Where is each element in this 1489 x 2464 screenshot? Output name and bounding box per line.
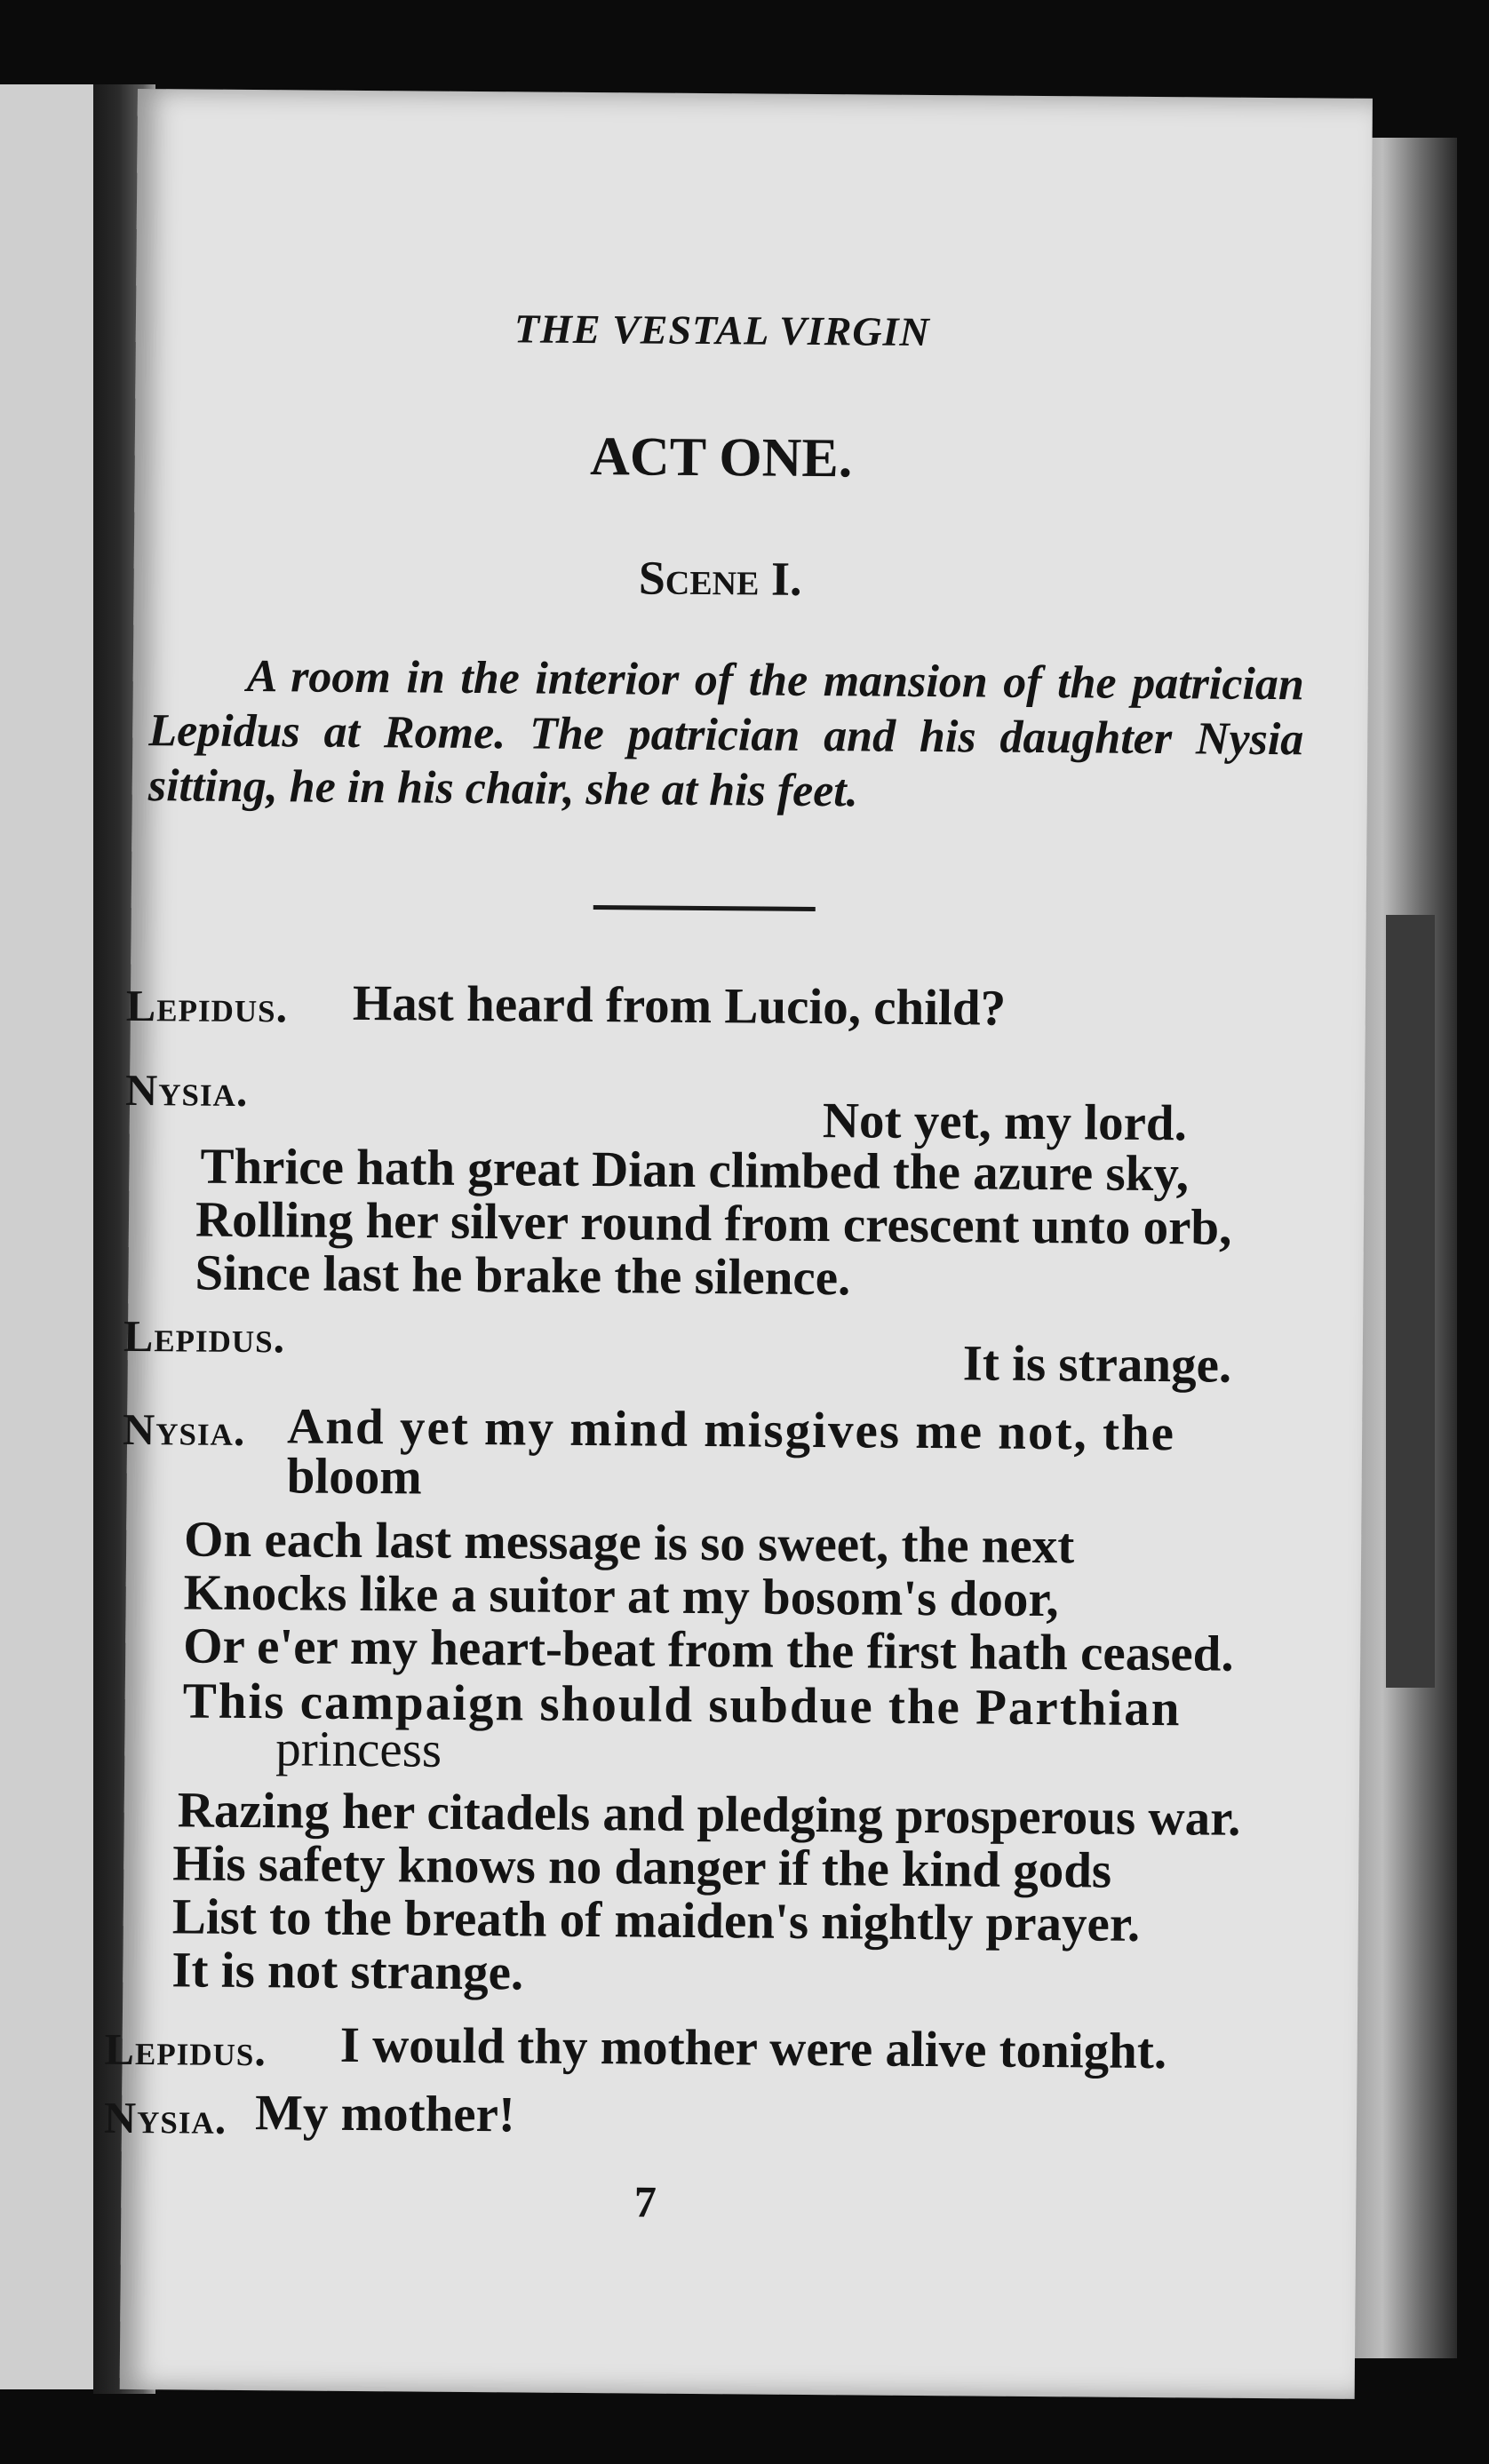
dialogue-line: This campaign should subdue the Parthian: [182, 1673, 1182, 1737]
dialogue-line: Or e'er my heart-beat from the first hath ceased.: [182, 1617, 1234, 1682]
dialogue-line: Razing her citadels and pledging prosperous war.: [177, 1782, 1241, 1847]
act-title: ACT ONE.: [589, 426, 853, 489]
dialogue-line: My mother!: [254, 2085, 516, 2143]
dialogue-line: I would thy mother were alive tonight.: [339, 2016, 1167, 2080]
dialogue-line: On each last message is so sweet, the next: [183, 1511, 1075, 1575]
dialogue-line: List to the breath of maiden's nightly prayer.: [171, 1888, 1141, 1952]
scene-title: Scene I.: [638, 551, 802, 606]
dialogue-line: Knocks like a suitor at my bosom's door,: [183, 1564, 1059, 1628]
dialogue-line: Thrice hath great Dian climbed the azure sky,: [200, 1138, 1190, 1203]
speaker-name: Lepidus.: [123, 1310, 286, 1363]
running-head: THE VESTAL VIRGIN: [514, 306, 930, 355]
dialogue-line: Hast heard from Lucio, child?: [352, 974, 1007, 1037]
dialogue-line: Not yet, my lord.: [822, 1093, 1188, 1152]
speaker-name: Lepidus.: [104, 2023, 267, 2076]
dialogue-line: bloom: [286, 1448, 423, 1506]
dialogue-line: His safety knows no danger if the kind gods: [172, 1835, 1112, 1899]
speaker-name: Lepidus.: [125, 980, 289, 1032]
speaker-name: Nysia.: [124, 1064, 249, 1117]
speaker-name: Nysia.: [103, 2092, 227, 2143]
page-edge-shadow: [1386, 915, 1435, 1688]
speaker-name: Nysia.: [122, 1403, 246, 1455]
dialogue-line: Rolling her silver round from crescent unto orb,: [195, 1191, 1232, 1256]
dialogue-line: And yet my mind misgives me not, the: [286, 1398, 1176, 1462]
dialogue-line: It is strange.: [962, 1335, 1232, 1394]
dialogue-line: It is not strange.: [171, 1942, 524, 2001]
dialogue-line: Since last he brake the silence.: [195, 1244, 851, 1307]
page-number: 7: [633, 2176, 657, 2227]
dialogue-line: princess: [275, 1721, 442, 1778]
book-page: [103, 89, 1373, 2399]
section-rule: [593, 905, 816, 911]
stage-direction: A room in the interior of the mansion of the patrician Lepidus at Rome. The patrician and his daughter Nysia sitting, he in his chair, she at his feet.: [147, 650, 1304, 817]
adjacent-page: [0, 84, 107, 2389]
